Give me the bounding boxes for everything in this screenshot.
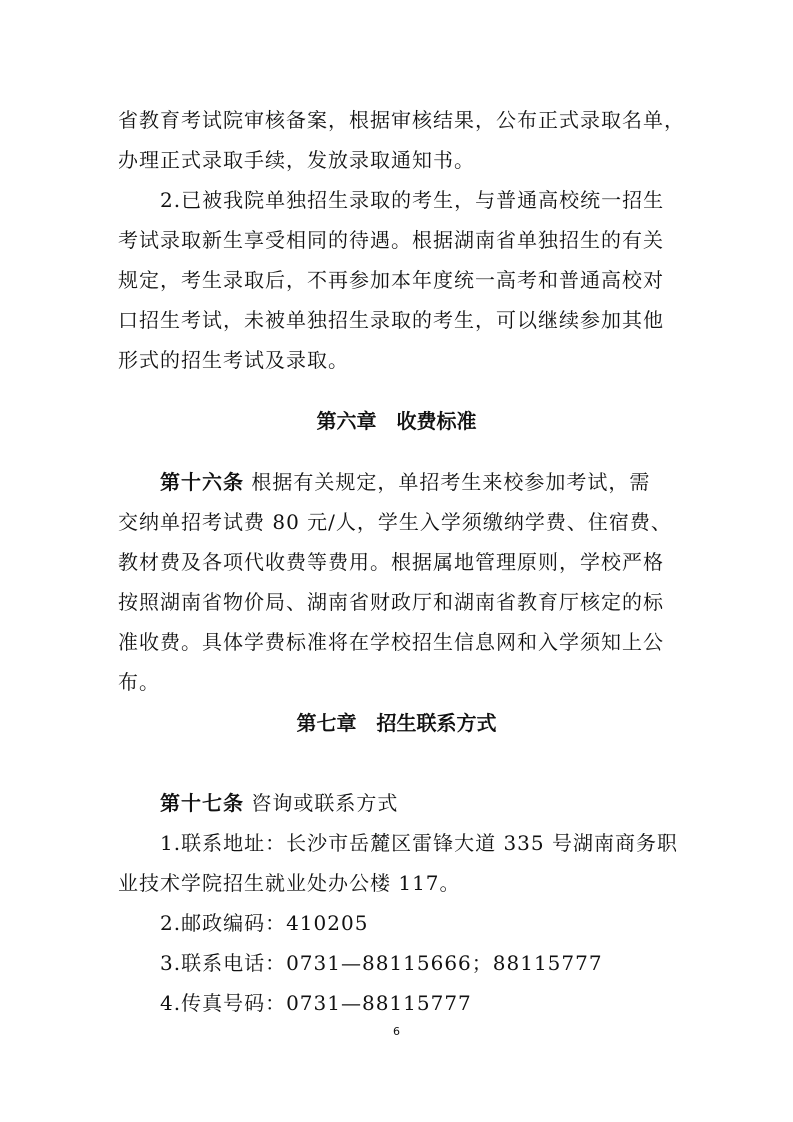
paragraph-line: 交纳单招考试费 80 元/人，学生入学须缴纳学费、住宿费、: [118, 510, 672, 534]
paragraph-line: 形式的招生考试及录取。: [118, 348, 349, 372]
paragraph-line: 办理正式录取手续，发放录取通知书。: [118, 148, 475, 172]
paragraph-line: 规定，考生录取后，不再参加本年度统一高考和普通高校对: [118, 268, 664, 292]
article-first-line: [160, 791, 674, 815]
paragraph-line: 考试录取新生享受相同的待遇。根据湖南省单独招生的有关: [118, 228, 664, 252]
article-title: 第十六条: [160, 470, 244, 494]
paragraph-line: 2.已被我院单独招生录取的考生，与普通高校统一招生: [160, 188, 665, 212]
paragraph-line: 省教育考试院审核备案，根据审核结果，公布正式录取名单，: [118, 108, 685, 132]
paragraph-line: 口招生考试，未被单独招生录取的考生，可以继续参加其他: [118, 308, 664, 332]
paragraph-line: 按照湖南省物价局、湖南省财政厅和湖南省教育厅核定的标: [118, 590, 664, 614]
contact-line: 4.传真号码：0731—88115777: [160, 991, 472, 1015]
article-first-line: [160, 470, 674, 494]
paragraph-line: 准收费。具体学费标准将在学校招生信息网和入学须知上公: [118, 630, 664, 654]
paragraph-line: 教材费及各项代收费等费用。根据属地管理原则，学校严格: [118, 550, 664, 574]
chapter-heading: 第七章 招生联系方式: [296, 711, 497, 735]
article-text: 根据有关规定，单招考生来校参加考试，需: [244, 470, 651, 494]
contact-line: 3.联系电话：0731—88115666；88115777: [160, 951, 603, 975]
contact-line: 2.邮政编码：410205: [160, 911, 369, 935]
contact-line: 1.联系地址：长沙市岳麓区雷锋大道 335 号湖南商务职: [160, 831, 678, 855]
contact-line: 业技术学院招生就业处办公楼 117。: [118, 871, 461, 895]
paragraph-line: 布。: [118, 670, 160, 694]
chapter-heading: 第六章 收费标准: [316, 409, 477, 433]
article-text: 咨询或联系方式: [244, 791, 399, 815]
page-number: 6: [393, 1025, 400, 1038]
article-title: 第十七条: [160, 791, 244, 815]
